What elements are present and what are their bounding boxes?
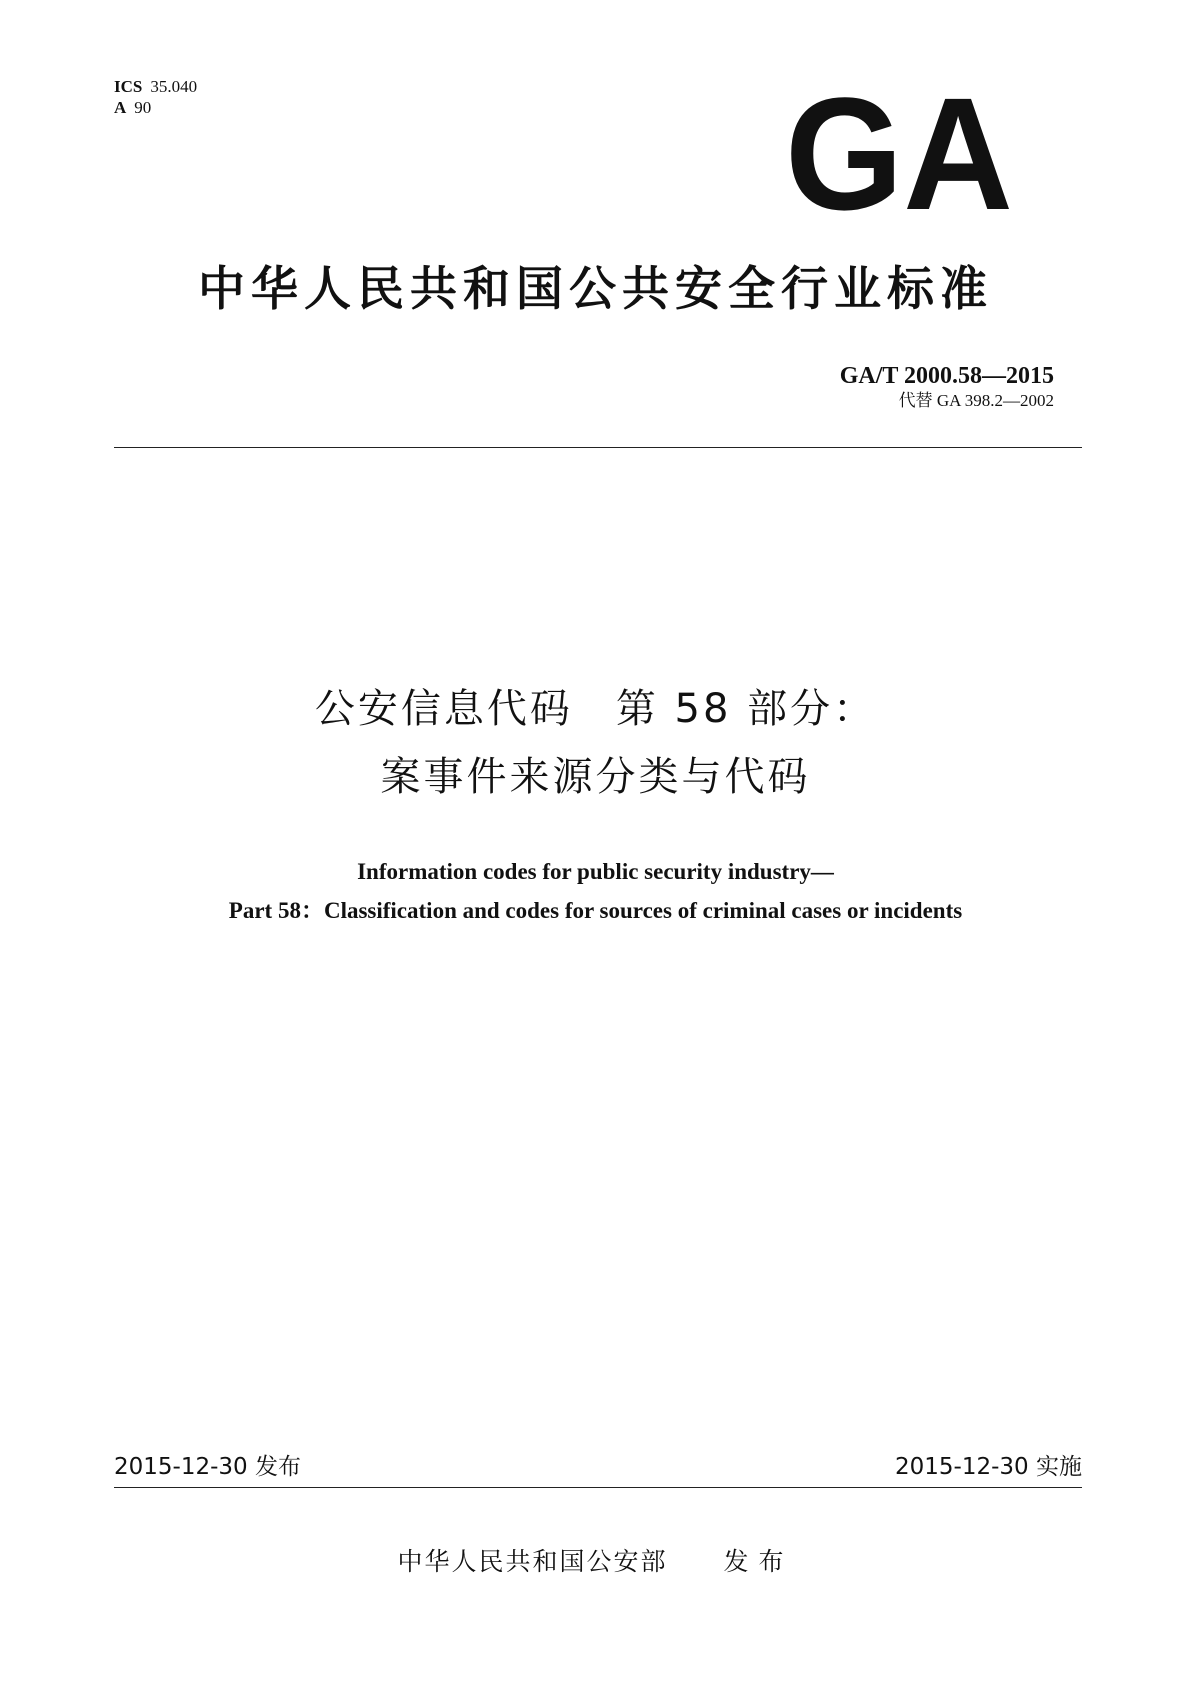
standard-number-block (840, 362, 1054, 412)
ics-code: 35.040 (150, 77, 198, 96)
footer-divider (114, 1487, 1082, 1488)
industry-standard-title: 中华人民共和国公共安全行业标准 (198, 262, 993, 317)
ccs-code: 90 (134, 98, 152, 117)
title-english-line-1: Information codes for public security industry— (357, 859, 834, 884)
issuer-name: 中华人民共和国公安部 (397, 1547, 668, 1576)
title-chinese-line-1: 公安信息代码 第 58 部分： (314, 686, 877, 732)
replaces-standard: 代替 GA 398.2—2002 (898, 391, 1054, 410)
classification-codes (114, 76, 197, 118)
ga-logo (783, 92, 1016, 212)
title-english-line-2: Part 58：Classification and codes for sources of criminal cases or incidents (228, 898, 963, 923)
issuer-line (0, 1542, 1191, 1578)
ics-row (114, 76, 197, 97)
ics-label: ICS (114, 77, 143, 96)
title-english (0, 852, 1191, 930)
title-chinese-line-2: 案事件来源分类与代码 (380, 754, 811, 800)
issue-date: 2015-12-30 发布 (114, 1454, 301, 1480)
standard-number: GA/T 2000.58—2015 (839, 363, 1054, 389)
implementation-date: 2015-12-30 实施 (895, 1454, 1082, 1480)
ccs-label: A (114, 98, 127, 117)
ga-logo-text: GA (785, 92, 1013, 212)
header-divider (114, 447, 1082, 448)
issuer-verb: 发布 (723, 1547, 794, 1576)
ccs-row (114, 97, 197, 118)
title-chinese (0, 675, 1191, 811)
